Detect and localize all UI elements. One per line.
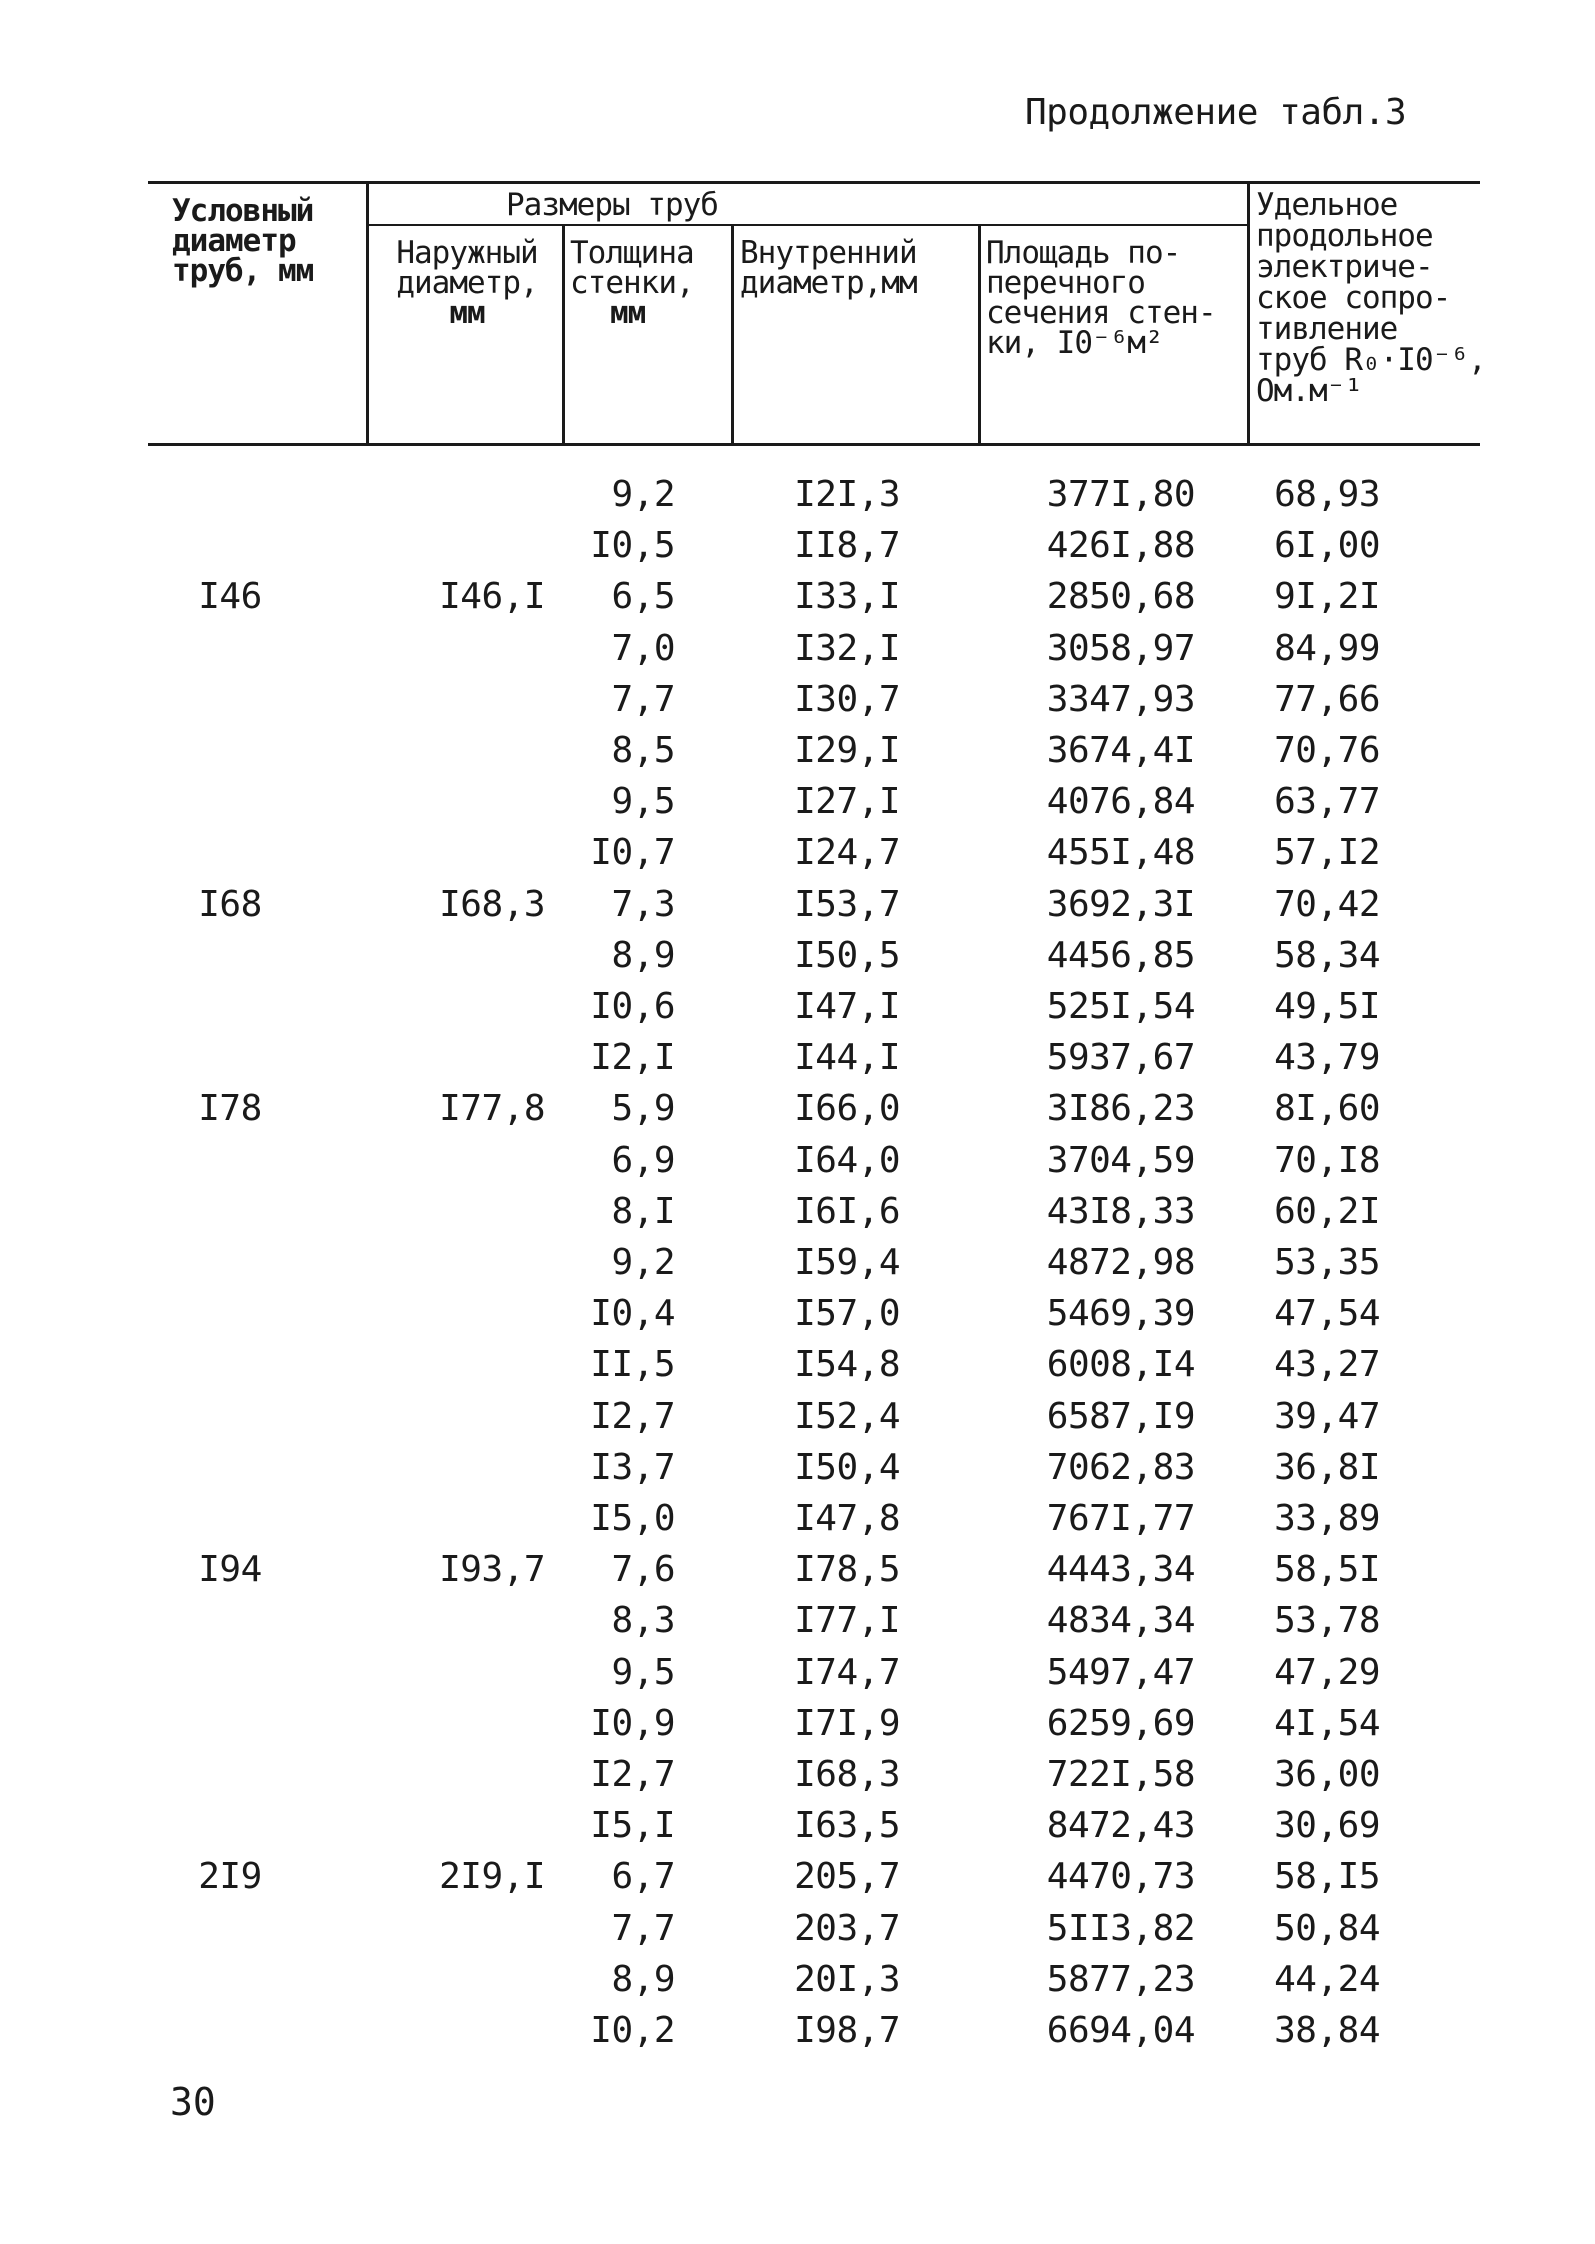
cross-section-cell: 3347,93 bbox=[1046, 678, 1195, 720]
table-row bbox=[0, 2005, 1595, 2056]
cross-section-cell: 3058,97 bbox=[1046, 627, 1195, 669]
resistance-cell: 58,5I bbox=[1274, 1549, 1380, 1591]
inner-diameter-cell: I6I,6 bbox=[794, 1190, 900, 1232]
cross-section-cell: 8472,43 bbox=[1046, 1805, 1195, 1847]
resistance-cell: 36,8I bbox=[1274, 1446, 1380, 1488]
cross-section-cell: 6259,69 bbox=[1046, 1702, 1195, 1744]
cross-section-cell: 4076,84 bbox=[1046, 781, 1195, 823]
column-divider-5 bbox=[1247, 181, 1250, 445]
wall-thickness-cell: 6,7 bbox=[611, 1856, 675, 1898]
wall-thickness-cell: I2,7 bbox=[590, 1754, 675, 1795]
resistance-cell: 84,99 bbox=[1274, 627, 1380, 669]
inner-diameter-cell: I30,7 bbox=[794, 678, 900, 720]
outer-diameter-cell: I68,3 bbox=[439, 883, 545, 925]
inner-diameter-cell: I52,4 bbox=[794, 1395, 900, 1437]
inner-diameter-cell: I77,I bbox=[794, 1600, 900, 1642]
cross-section-cell: 43I8,33 bbox=[1046, 1190, 1195, 1232]
group-underline-rule bbox=[368, 224, 1250, 226]
table-row bbox=[0, 1493, 1595, 1544]
cross-section-cell: 767I,77 bbox=[1046, 1498, 1195, 1539]
wall-thickness-cell: I2,I bbox=[590, 1037, 675, 1079]
inner-diameter-cell: I54,8 bbox=[794, 1344, 900, 1386]
inner-diameter-cell: I50,4 bbox=[794, 1446, 900, 1488]
wall-thickness-cell: 7,0 bbox=[611, 627, 675, 669]
table-row bbox=[0, 1698, 1595, 1749]
table-top-rule bbox=[148, 181, 1480, 184]
inner-diameter-cell: I98,7 bbox=[794, 2010, 900, 2051]
table-row bbox=[0, 1954, 1595, 2005]
table-row bbox=[0, 520, 1595, 571]
inner-diameter-cell: I2I,3 bbox=[794, 474, 900, 515]
inner-diameter-cell: I7I,9 bbox=[794, 1702, 900, 1744]
table-row bbox=[0, 1135, 1595, 1186]
cross-section-cell: 2850,68 bbox=[1046, 576, 1195, 618]
header-outer-diameter: Наружный диаметр, мм bbox=[396, 235, 538, 331]
wall-thickness-cell: 7,7 bbox=[611, 1907, 675, 1949]
resistance-cell: 49,5I bbox=[1274, 986, 1380, 1027]
inner-diameter-cell: I68,3 bbox=[794, 1754, 900, 1795]
table-row bbox=[0, 1186, 1595, 1237]
outer-diameter-cell: I93,7 bbox=[439, 1549, 545, 1591]
inner-diameter-cell: I47,I bbox=[794, 986, 900, 1027]
wall-thickness-cell: I3,7 bbox=[590, 1446, 675, 1488]
inner-diameter-cell: I32,I bbox=[794, 627, 900, 669]
table-row bbox=[0, 469, 1595, 520]
resistance-cell: 53,78 bbox=[1274, 1600, 1380, 1642]
inner-diameter-cell: I78,5 bbox=[794, 1549, 900, 1591]
table-caption: Продолжение табл.3 bbox=[1025, 92, 1407, 133]
inner-diameter-cell: I53,7 bbox=[794, 883, 900, 925]
wall-thickness-cell: 7,3 bbox=[611, 883, 675, 925]
resistance-cell: 57,I2 bbox=[1274, 832, 1380, 874]
table-row bbox=[0, 1903, 1595, 1954]
cross-section-cell: 5II3,82 bbox=[1046, 1907, 1195, 1949]
conditional-diameter-cell: 2I9 bbox=[198, 1856, 262, 1898]
resistance-cell: 60,2I bbox=[1274, 1190, 1380, 1232]
inner-diameter-cell: I27,I bbox=[794, 781, 900, 823]
table-row bbox=[0, 1288, 1595, 1339]
cross-section-cell: 6587,I9 bbox=[1046, 1395, 1195, 1437]
resistance-cell: 33,89 bbox=[1274, 1498, 1380, 1539]
header-inner-diameter: Внутренний диаметр,мм bbox=[740, 235, 917, 301]
wall-thickness-cell: 9,5 bbox=[611, 781, 675, 823]
cross-section-cell: 5497,47 bbox=[1046, 1651, 1195, 1693]
table-row bbox=[0, 776, 1595, 827]
resistance-cell: 70,42 bbox=[1274, 883, 1380, 925]
conditional-diameter-cell: I94 bbox=[198, 1549, 262, 1591]
cross-section-cell: 4456,85 bbox=[1046, 934, 1195, 976]
resistance-cell: 38,84 bbox=[1274, 2010, 1380, 2051]
cross-section-cell: 6008,I4 bbox=[1046, 1344, 1195, 1386]
wall-thickness-cell: II,5 bbox=[590, 1344, 675, 1386]
header-wall-thickness: Толщина стенки, мм bbox=[570, 235, 694, 331]
cross-section-cell: 377I,80 bbox=[1046, 474, 1195, 515]
inner-diameter-cell: 20I,3 bbox=[794, 1958, 900, 2000]
cross-section-cell: 4470,73 bbox=[1046, 1856, 1195, 1898]
wall-thickness-cell: I0,9 bbox=[590, 1702, 675, 1744]
resistance-cell: 58,34 bbox=[1274, 934, 1380, 976]
wall-thickness-cell: 9,2 bbox=[611, 1242, 675, 1283]
cross-section-cell: 4834,34 bbox=[1046, 1600, 1195, 1642]
outer-diameter-cell: 2I9,I bbox=[439, 1856, 545, 1898]
resistance-cell: 44,24 bbox=[1274, 1958, 1380, 2000]
resistance-cell: 63,77 bbox=[1274, 781, 1380, 823]
inner-diameter-cell: I33,I bbox=[794, 576, 900, 618]
table-row bbox=[0, 879, 1595, 930]
table-row bbox=[0, 1442, 1595, 1493]
wall-thickness-cell: 8,9 bbox=[611, 1958, 675, 2000]
table-row bbox=[0, 674, 1595, 725]
cross-section-cell: 3I86,23 bbox=[1046, 1088, 1195, 1130]
wall-thickness-cell: I0,6 bbox=[590, 986, 675, 1027]
inner-diameter-cell: I66,0 bbox=[794, 1088, 900, 1130]
resistance-cell: 68,93 bbox=[1274, 474, 1380, 515]
resistance-cell: 70,I8 bbox=[1274, 1139, 1380, 1181]
inner-diameter-cell: I64,0 bbox=[794, 1139, 900, 1181]
conditional-diameter-cell: I68 bbox=[198, 883, 262, 925]
inner-diameter-cell: 203,7 bbox=[794, 1907, 900, 1949]
table-row bbox=[0, 1083, 1595, 1134]
cross-section-cell: 3674,4I bbox=[1046, 730, 1195, 771]
table-row bbox=[0, 725, 1595, 776]
column-divider-4 bbox=[978, 224, 981, 445]
table-row bbox=[0, 1595, 1595, 1646]
inner-diameter-cell: 205,7 bbox=[794, 1856, 900, 1898]
cross-section-cell: 7062,83 bbox=[1046, 1446, 1195, 1488]
resistance-cell: 43,27 bbox=[1274, 1344, 1380, 1386]
wall-thickness-cell: 9,2 bbox=[611, 474, 675, 515]
cross-section-cell: 5937,67 bbox=[1046, 1037, 1195, 1079]
resistance-cell: 6I,00 bbox=[1274, 525, 1380, 567]
inner-diameter-cell: I24,7 bbox=[794, 832, 900, 874]
inner-diameter-cell: I57,0 bbox=[794, 1293, 900, 1335]
resistance-cell: 43,79 bbox=[1274, 1037, 1380, 1079]
conditional-diameter-cell: I78 bbox=[198, 1088, 262, 1130]
column-divider-1 bbox=[366, 181, 369, 445]
wall-thickness-cell: 7,7 bbox=[611, 678, 675, 720]
resistance-cell: 47,29 bbox=[1274, 1651, 1380, 1693]
table-row bbox=[0, 1749, 1595, 1800]
outer-diameter-cell: I46,I bbox=[439, 576, 545, 618]
page-number: 30 bbox=[170, 2080, 216, 2124]
resistance-cell: 8I,60 bbox=[1274, 1088, 1380, 1130]
table-row bbox=[0, 623, 1595, 674]
outer-diameter-cell: I77,8 bbox=[439, 1088, 545, 1130]
cross-section-cell: 455I,48 bbox=[1046, 832, 1195, 874]
wall-thickness-cell: I0,4 bbox=[590, 1293, 675, 1335]
table-row bbox=[0, 1544, 1595, 1595]
table-row bbox=[0, 1851, 1595, 1902]
table-row bbox=[0, 571, 1595, 622]
resistance-cell: 30,69 bbox=[1274, 1805, 1380, 1847]
resistance-cell: 77,66 bbox=[1274, 678, 1380, 720]
inner-diameter-cell: I63,5 bbox=[794, 1805, 900, 1847]
table-row bbox=[0, 827, 1595, 878]
conditional-diameter-cell: I46 bbox=[198, 576, 262, 618]
cross-section-cell: 4443,34 bbox=[1046, 1549, 1195, 1591]
resistance-cell: 36,00 bbox=[1274, 1754, 1380, 1795]
resistance-cell: 58,I5 bbox=[1274, 1856, 1380, 1898]
header-resistance: Удельное продольное электриче- ское сопро- тивление труб R₀·I0⁻⁶, Ом.м⁻¹ bbox=[1256, 187, 1486, 409]
inner-diameter-cell: I44,I bbox=[794, 1037, 900, 1079]
wall-thickness-cell: 6,5 bbox=[611, 576, 675, 618]
cross-section-cell: 3704,59 bbox=[1046, 1139, 1195, 1181]
resistance-cell: 47,54 bbox=[1274, 1293, 1380, 1335]
cross-section-cell: 426I,88 bbox=[1046, 525, 1195, 567]
header-conditional-diameter: Условный диаметр труб, мм bbox=[172, 193, 314, 289]
header-cross-section: Площадь по- перечного сечения стен- ки, I0⁻⁶м² bbox=[986, 235, 1216, 361]
inner-diameter-cell: I29,I bbox=[794, 730, 900, 771]
resistance-cell: 4I,54 bbox=[1274, 1702, 1380, 1744]
resistance-cell: 50,84 bbox=[1274, 1907, 1380, 1949]
wall-thickness-cell: 5,9 bbox=[611, 1088, 675, 1130]
wall-thickness-cell: 8,3 bbox=[611, 1600, 675, 1642]
column-divider-3 bbox=[731, 224, 734, 445]
inner-diameter-cell: I74,7 bbox=[794, 1651, 900, 1693]
inner-diameter-cell: I47,8 bbox=[794, 1498, 900, 1539]
wall-thickness-cell: I5,0 bbox=[590, 1498, 675, 1539]
wall-thickness-cell: 9,5 bbox=[611, 1651, 675, 1693]
resistance-cell: 39,47 bbox=[1274, 1395, 1380, 1437]
cross-section-cell: 5877,23 bbox=[1046, 1958, 1195, 2000]
cross-section-cell: 722I,58 bbox=[1046, 1754, 1195, 1795]
wall-thickness-cell: 7,6 bbox=[611, 1549, 675, 1591]
table-row bbox=[0, 1339, 1595, 1390]
inner-diameter-cell: II8,7 bbox=[794, 525, 900, 567]
wall-thickness-cell: I0,5 bbox=[590, 525, 675, 567]
cross-section-cell: 4872,98 bbox=[1046, 1242, 1195, 1283]
table-row bbox=[0, 930, 1595, 981]
cross-section-cell: 525I,54 bbox=[1046, 986, 1195, 1027]
resistance-cell: 53,35 bbox=[1274, 1242, 1380, 1283]
column-divider-2 bbox=[562, 224, 565, 445]
table-row bbox=[0, 1032, 1595, 1083]
cross-section-cell: 3692,3I bbox=[1046, 883, 1195, 925]
header-pipe-dimensions: Размеры труб bbox=[506, 187, 718, 223]
header-bottom-rule bbox=[148, 443, 1480, 446]
table-row bbox=[0, 1800, 1595, 1851]
wall-thickness-cell: I2,7 bbox=[590, 1395, 675, 1437]
table-row bbox=[0, 1391, 1595, 1442]
wall-thickness-cell: I0,7 bbox=[590, 832, 675, 874]
resistance-cell: 9I,2I bbox=[1274, 576, 1380, 618]
wall-thickness-cell: 8,I bbox=[611, 1190, 675, 1232]
inner-diameter-cell: I50,5 bbox=[794, 934, 900, 976]
cross-section-cell: 6694,04 bbox=[1046, 2010, 1195, 2051]
inner-diameter-cell: I59,4 bbox=[794, 1242, 900, 1283]
table-row bbox=[0, 1237, 1595, 1288]
table-row bbox=[0, 981, 1595, 1032]
wall-thickness-cell: I0,2 bbox=[590, 2010, 675, 2051]
cross-section-cell: 5469,39 bbox=[1046, 1293, 1195, 1335]
wall-thickness-cell: I5,I bbox=[590, 1805, 675, 1847]
wall-thickness-cell: 8,9 bbox=[611, 934, 675, 976]
wall-thickness-cell: 8,5 bbox=[611, 730, 675, 771]
wall-thickness-cell: 6,9 bbox=[611, 1139, 675, 1181]
resistance-cell: 70,76 bbox=[1274, 730, 1380, 771]
table-row bbox=[0, 1647, 1595, 1698]
